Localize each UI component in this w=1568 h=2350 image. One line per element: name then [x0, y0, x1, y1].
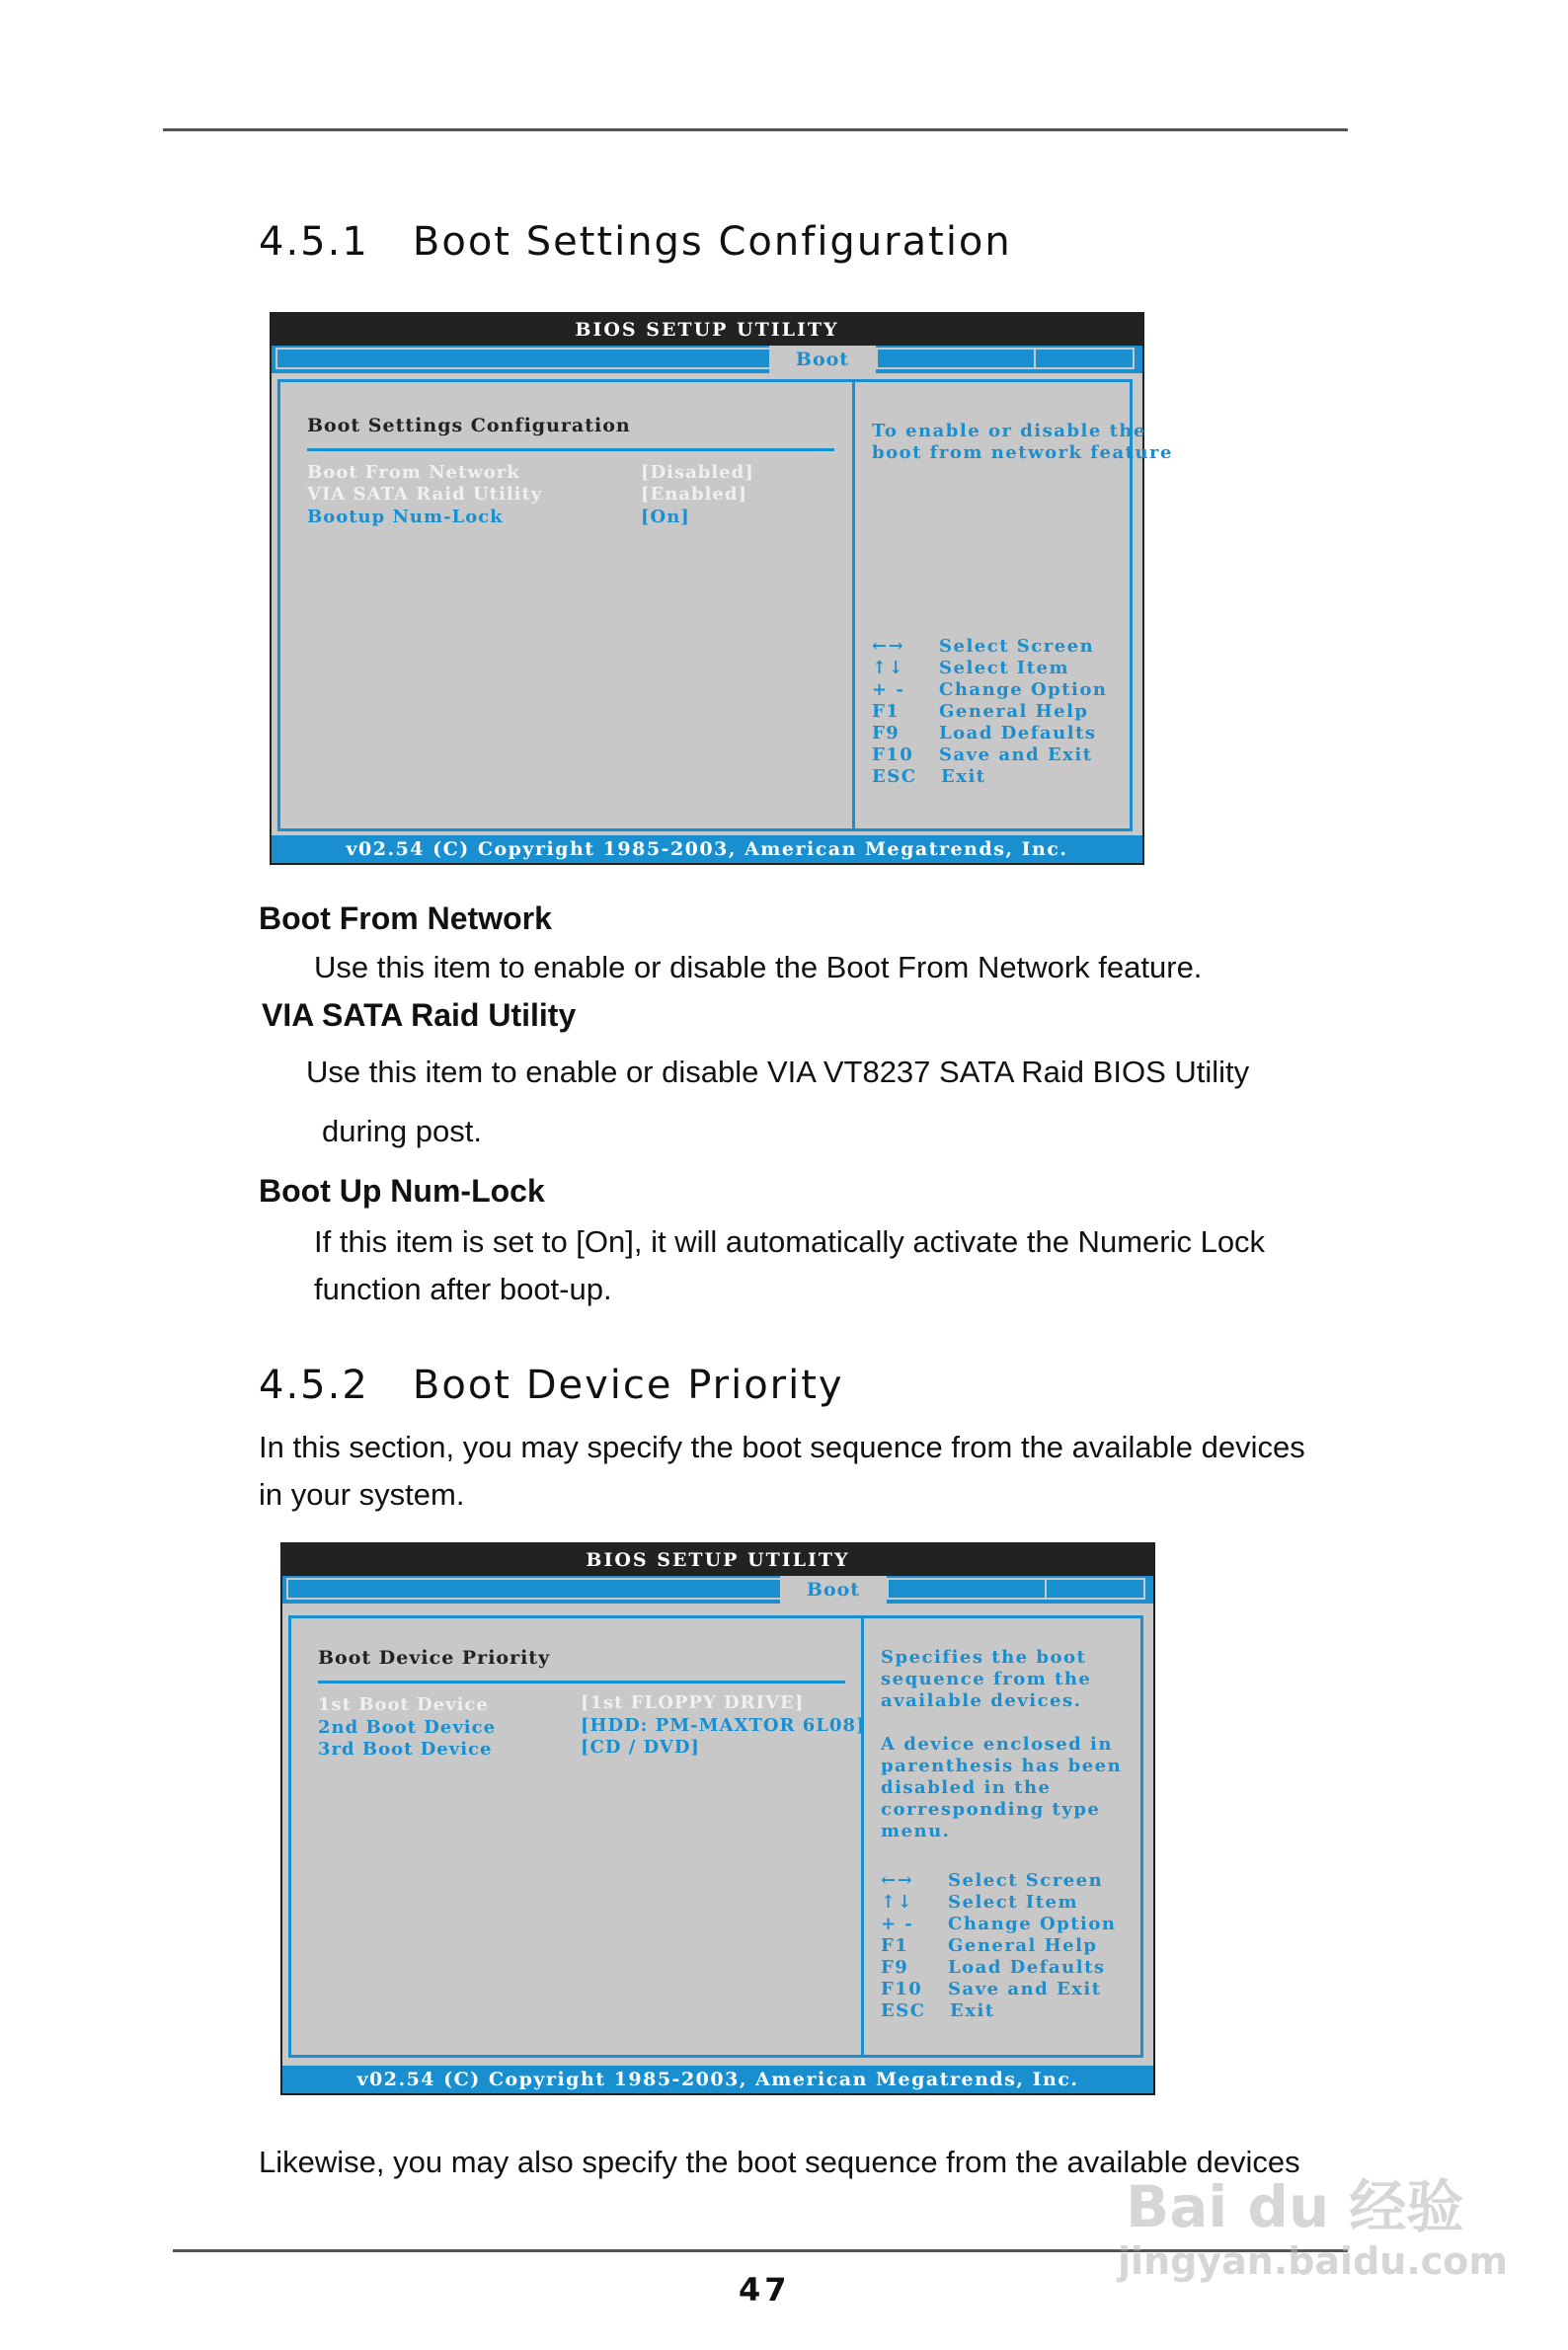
menu-item-via-sata-raid[interactable] [307, 484, 542, 505]
help-line: boot from network feature [872, 442, 1173, 463]
key-action: Save and Exit [948, 1979, 1102, 1999]
item-desc-num-lock-line2: function after boot-up. [314, 1272, 612, 1306]
item-desc-num-lock-line1: If this item is set to [On], it will automatically activate the Numeric Lock [314, 1224, 1266, 1259]
menu-item-label: 2nd Boot Device [318, 1717, 497, 1738]
menu-value-1st-boot-device[interactable]: [1st FLOPPY DRIVE] [581, 1692, 805, 1713]
key-action: Exit [950, 2000, 995, 2021]
arrow-up-down-icon: ↑↓ [872, 658, 905, 678]
bios-screen-boot-device-priority [280, 1542, 1155, 2095]
help-line: A device enclosed in [881, 1734, 1113, 1755]
key-plus-minus: + - [872, 679, 905, 700]
menu-value-via-sata-raid[interactable]: [Enabled] [641, 484, 747, 505]
key-action: Select Screen [948, 1870, 1104, 1891]
panel-title-underline [307, 448, 834, 451]
key-action: Save and Exit [939, 744, 1093, 765]
top-rule [163, 128, 1348, 131]
key-action: Change Option [948, 1914, 1117, 1934]
menu-value-3rd-boot-device[interactable]: [CD / DVD] [581, 1737, 700, 1758]
help-line: sequence from the [881, 1669, 1092, 1689]
key-action: General Help [939, 701, 1089, 722]
menu-value-2nd-boot-device[interactable]: [HDD: PM-MAXTOR 6L08] [581, 1715, 866, 1736]
help-line [881, 1712, 1122, 1734]
watermark-url: jingyan.baidu.com [1118, 2239, 1508, 2283]
item-title-boot-from-network: Boot From Network [259, 901, 552, 936]
bios-tab-bar [272, 346, 1142, 373]
help-text [872, 421, 1173, 464]
key-esc: ESC [881, 2000, 926, 2021]
key-action: General Help [948, 1935, 1098, 1956]
menu-item-1st-boot-device[interactable] [318, 1694, 489, 1715]
key-action: Exit [941, 766, 986, 787]
menu-item-3rd-boot-device[interactable] [318, 1739, 492, 1760]
bios-footer-copyright: v02.54 (C) Copyright 1985-2003, American Megatrends, Inc. [272, 835, 1142, 863]
tab-boot[interactable]: Boot [780, 1576, 887, 1604]
help-line: parenthesis has been [881, 1756, 1123, 1776]
item-title-via-sata-raid: VIA SATA Raid Utility [262, 997, 577, 1033]
tab-boot[interactable]: Boot [769, 346, 876, 373]
help-line: To enable or disable the [872, 421, 1146, 441]
help-line: disabled in the [881, 1777, 1052, 1798]
section2-outro: Likewise, you may also specify the boot sequence from the available devices [259, 2145, 1300, 2179]
menu-item-2nd-boot-device[interactable] [318, 1717, 496, 1738]
help-line: Specifies the boot [881, 1647, 1087, 1668]
menu-value-boot-from-network[interactable]: [Disabled] [641, 462, 754, 483]
section2-intro-line2: in your system. [259, 1477, 465, 1512]
arrow-left-right-icon: ←→ [872, 636, 905, 657]
panel-title: Boot Device Priority [318, 1647, 551, 1669]
bios-title-bar: BIOS SETUP UTILITY [282, 1544, 1153, 1576]
key-f1: F1 [881, 1935, 909, 1956]
key-action: Load Defaults [948, 1957, 1106, 1978]
bios-tab-bar [282, 1576, 1153, 1604]
bios-footer-copyright: v02.54 (C) Copyright 1985-2003, American Megatrends, Inc. [282, 2066, 1153, 2093]
item-title-boot-up-num-lock: Boot Up Num-Lock [259, 1173, 545, 1209]
arrow-left-right-icon: ←→ [881, 1870, 914, 1891]
key-legend [872, 636, 1129, 794]
section-heading-boot-settings: 4.5.1 Boot Settings Configuration [259, 219, 1012, 265]
menu-item-label: 3rd Boot Device [318, 1739, 493, 1760]
bios-panel-divider [852, 379, 855, 831]
key-action: Select Item [939, 658, 1070, 678]
key-action: Change Option [939, 679, 1108, 700]
menu-item-boot-from-network[interactable] [307, 462, 520, 483]
menu-item-bootup-num-lock[interactable] [307, 507, 504, 527]
key-f9: F9 [881, 1957, 909, 1978]
key-action: Load Defaults [939, 723, 1097, 744]
panel-title-underline [318, 1681, 845, 1684]
key-f10: F10 [872, 744, 914, 765]
help-line: menu. [881, 1821, 951, 1841]
menu-item-label: VIA SATA Raid Utility [307, 484, 543, 505]
item-desc-via-sata-raid-line2: during post. [322, 1114, 482, 1148]
key-f9: F9 [872, 723, 901, 744]
help-text [881, 1647, 1122, 1842]
bios-title-bar: BIOS SETUP UTILITY [272, 314, 1142, 346]
section2-intro-line1: In this section, you may specify the boot sequence from the available devices [259, 1430, 1305, 1464]
bios-screen-boot-settings [270, 312, 1173, 865]
key-esc: ESC [872, 766, 917, 787]
key-action: Select Screen [939, 636, 1095, 657]
key-f10: F10 [881, 1979, 923, 1999]
help-line: available devices. [881, 1690, 1082, 1711]
page-number: 47 [739, 2271, 791, 2309]
watermark-brand: Bai du 经验 [1126, 2173, 1464, 2240]
menu-item-label: Bootup Num-Lock [307, 507, 504, 527]
key-f1: F1 [872, 701, 901, 722]
menu-item-label: 1st Boot Device [318, 1694, 489, 1715]
panel-title: Boot Settings Configuration [307, 415, 631, 436]
menu-item-label: Boot From Network [307, 462, 520, 483]
key-plus-minus: + - [881, 1914, 914, 1934]
menu-value-bootup-num-lock[interactable]: [On] [641, 507, 690, 527]
arrow-up-down-icon: ↑↓ [881, 1892, 914, 1913]
item-desc-boot-from-network: Use this item to enable or disable the Boot From Network feature. [314, 950, 1203, 984]
item-desc-via-sata-raid-line1: Use this item to enable or disable VIA VT8237 SATA Raid BIOS Utility [306, 1055, 1250, 1089]
help-line: corresponding type [881, 1799, 1101, 1820]
key-action: Select Item [948, 1892, 1079, 1913]
section-heading-boot-device-priority: 4.5.2 Boot Device Priority [259, 1363, 844, 1408]
key-legend [881, 1870, 1137, 2028]
bios-panel-divider [861, 1615, 864, 2058]
